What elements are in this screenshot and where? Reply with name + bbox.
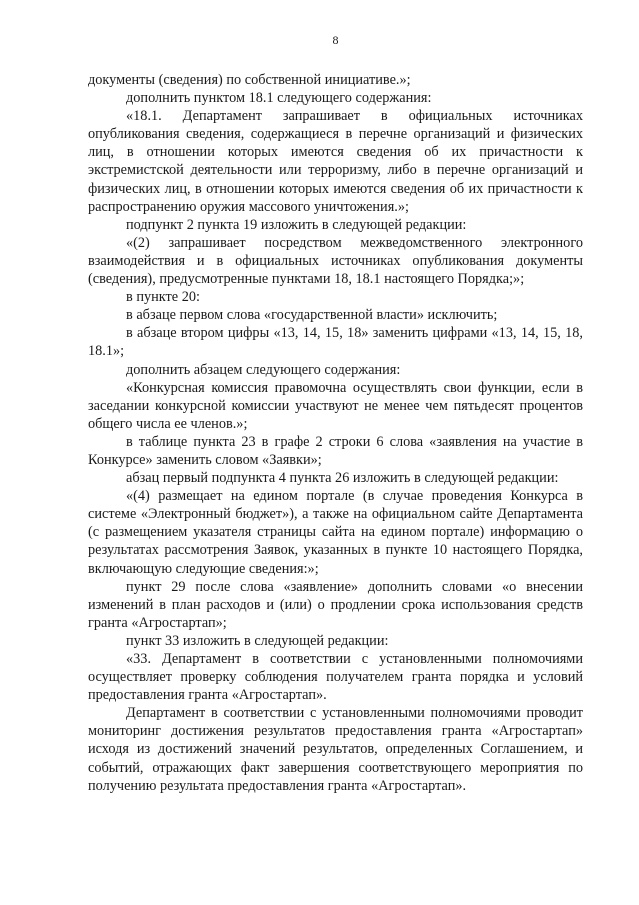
- paragraph: в абзаце первом слова «государственной власти» исключить;: [126, 307, 498, 324]
- paragraph: дополнить абзацем следующего содержания:: [126, 361, 401, 378]
- paragraph: документы (сведения) по собственной инициативе.»;: [88, 72, 411, 88]
- paragraph: в пункте 20:: [126, 289, 200, 306]
- paragraph: подпункт 2 пункта 19 изложить в следующей редакции:: [126, 216, 467, 233]
- paragraph: «(4) размещает на едином портале (в случае проведения Конкурса в системе «Электронный бюджет»), а также на официальном сайте Департамента (с размещением указателя страницы сайта на едином портале) информацию о результатах рассмотрения Заявок, указанных в пункте 10 настоящего Порядка, включающую следующие сведения:»;: [88, 488, 583, 577]
- paragraph: «18.1. Департамент запрашивает в официальных источниках опубликования сведения, содержащиеся в перечне организаций и физических лиц, в отношении которых имеются сведения об их причастности к экстремистской деятельности или терроризму, либо в перечне организаций и физических лиц, в отношении которых имеются сведения об их причастности к распространению оружия массового уничтожения.»;: [88, 108, 583, 215]
- paragraph: «33. Департамент в соответствии с установленными полномочиями осуществляет проверку соблюдения получателем гранта порядка и условий предоставления гранта «Агростартап».: [88, 651, 583, 704]
- paragraph: «Конкурсная комиссия правомочна осуществлять свои функции, если в заседании конкурсной комиссии участвуют не менее чем пятьдесят процентов общего числа ее членов.»;: [88, 379, 583, 432]
- page-number: 8: [332, 33, 339, 47]
- paragraph: в абзаце втором цифры «13, 14, 15, 18» заменить цифрами «13, 14, 15, 18, 18.1»;: [88, 325, 583, 360]
- document-body: [88, 71, 583, 795]
- paragraph: пункт 29 после слова «заявление» дополнить словами «о внесении изменений в план расходов и (или) о продлении срока использования средств гранта «Агростартап»;: [88, 578, 583, 631]
- paragraph: абзац первый подпункта 4 пункта 26 изложить в следующей редакции:: [126, 470, 559, 487]
- paragraph: пункт 33 изложить в следующей редакции:: [126, 632, 389, 649]
- paragraph: Департамент в соответствии с установленными полномочиями проводит мониторинг достижения результатов предоставления гранта «Агростартап» исходя из достижений значений результатов, определенных Соглашением, и событий, отражающих факт завершения соответствующего мероприятия по получению результата предоставления гранта «Агростартап».: [88, 705, 583, 794]
- paragraph: «(2) запрашивает посредством межведомственного электронного взаимодействия и в официальных источниках опубликования документы (сведения), предусмотренные пунктами 18, 18.1 настоящего Порядка;»;: [88, 234, 583, 288]
- paragraph: дополнить пунктом 18.1 следующего содержания:: [126, 90, 432, 107]
- paragraph: в таблице пункта 23 в графе 2 строки 6 слова «заявления на участие в Конкурсе» заменить словом «Заявки»;: [88, 433, 583, 468]
